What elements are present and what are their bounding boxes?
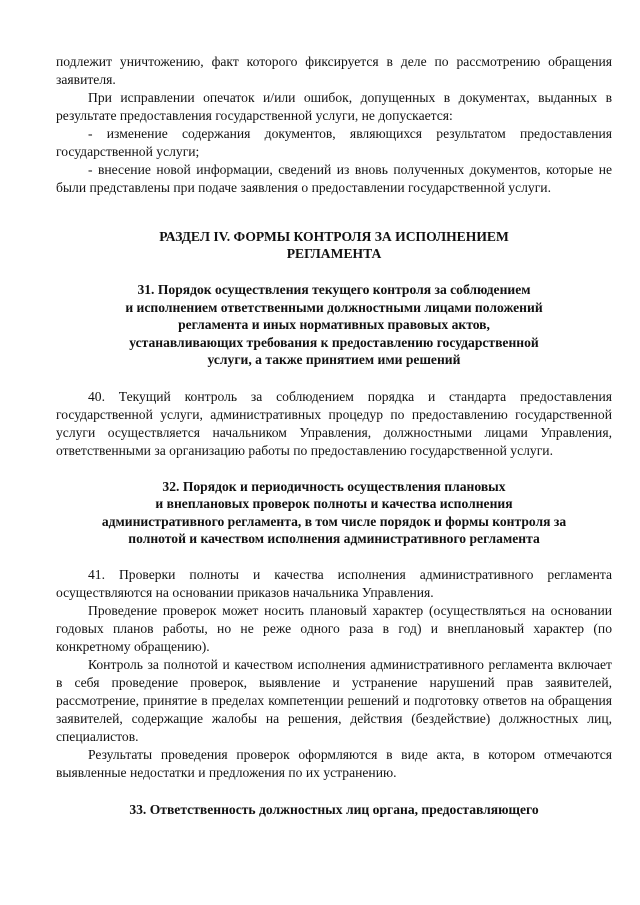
paragraph-41: 41. Проверки полноты и качества исполнения административного регламента осуществляются на основании приказов начальника Управления. [56,566,612,600]
heading-31-line: регламента и иных нормативных правовых актов, [178,317,490,332]
paragraph-40: 40. Текущий контроль за соблюдением порядка и стандарта предоставления государственной услуги, административных процедур по предоставлению государственной услуги осуществляется начальником Управления, должностными лицами Управления, ответственными за организацию работы по предоставлению государственной услуги. [56,388,612,458]
paragraph-inspection-types: Проведение проверок может носить плановый характер (осуществляться на основании годовых планов работы, но не реже одного раза в год) и внеплановый характер (по конкретному обращению). [56,602,612,654]
heading-32-line: 32. Порядок и периодичность осуществления плановых [162,478,506,494]
continuation-paragraph: подлежит уничтожению, факт которого фиксируется в деле по рассмотрению обращения заявителя. [56,54,612,87]
heading-33: 33. Ответственность должностных лиц органа, предоставляющего [129,801,539,817]
list-item-content-change: - изменение содержания документов, являющихся результатом предоставления государственной услуги; [56,126,612,159]
heading-31-line: и исполнением ответственными должностными лицами положений [125,299,543,315]
paragraph-inspection-results: Результаты проведения проверок оформляются в виде акта, в котором отмечаются выявленные недостатки и предложения по их устранению. [56,746,612,780]
list-item-new-info: - внесение новой информации, сведений из вновь полученных документов, которые не были представлены при подаче заявления о предоставлении государственной услуги. [56,162,612,195]
paragraph-corrections: При исправлении опечаток и/или ошибок, допущенных в документах, выданных в результате предоставления государственной услуги, не допускается: [56,90,612,123]
section-title-line: РЕГЛАМЕНТА [286,246,382,261]
heading-31-line: 31. Порядок осуществления текущего контроля за соблюдением [137,282,531,297]
heading-32-line: и внеплановых проверок полноты и качества исполнения [155,496,513,511]
document-body [56,53,612,818]
heading-32-line: административного регламента, в том числе порядок и формы контроля за [101,513,567,529]
heading-32-line: полнотой и качеством исполнения административного регламента [128,531,540,546]
heading-32 [56,478,612,548]
section-title [56,228,612,262]
heading-31 [56,281,612,369]
paragraph-control-scope: Контроль за полнотой и качеством исполнения административного регламента включает в себя проведение проверок, выявление и устранение нарушений прав заявителей, рассмотрение, принятие в пределах компетенции решений и подготовку ответов на обращения заявителей, содержащие жалобы на решения, действия (бездействие) должностных лиц, специалистов. [56,656,612,744]
heading-31-line: устанавливающих требования к предоставлению государственной [129,334,539,350]
heading-31-line: услуги, а также принятием ими решений [207,352,461,367]
section-title-line: РАЗДЕЛ IV. ФОРМЫ КОНТРОЛЯ ЗА ИСПОЛНЕНИЕМ [159,229,509,244]
